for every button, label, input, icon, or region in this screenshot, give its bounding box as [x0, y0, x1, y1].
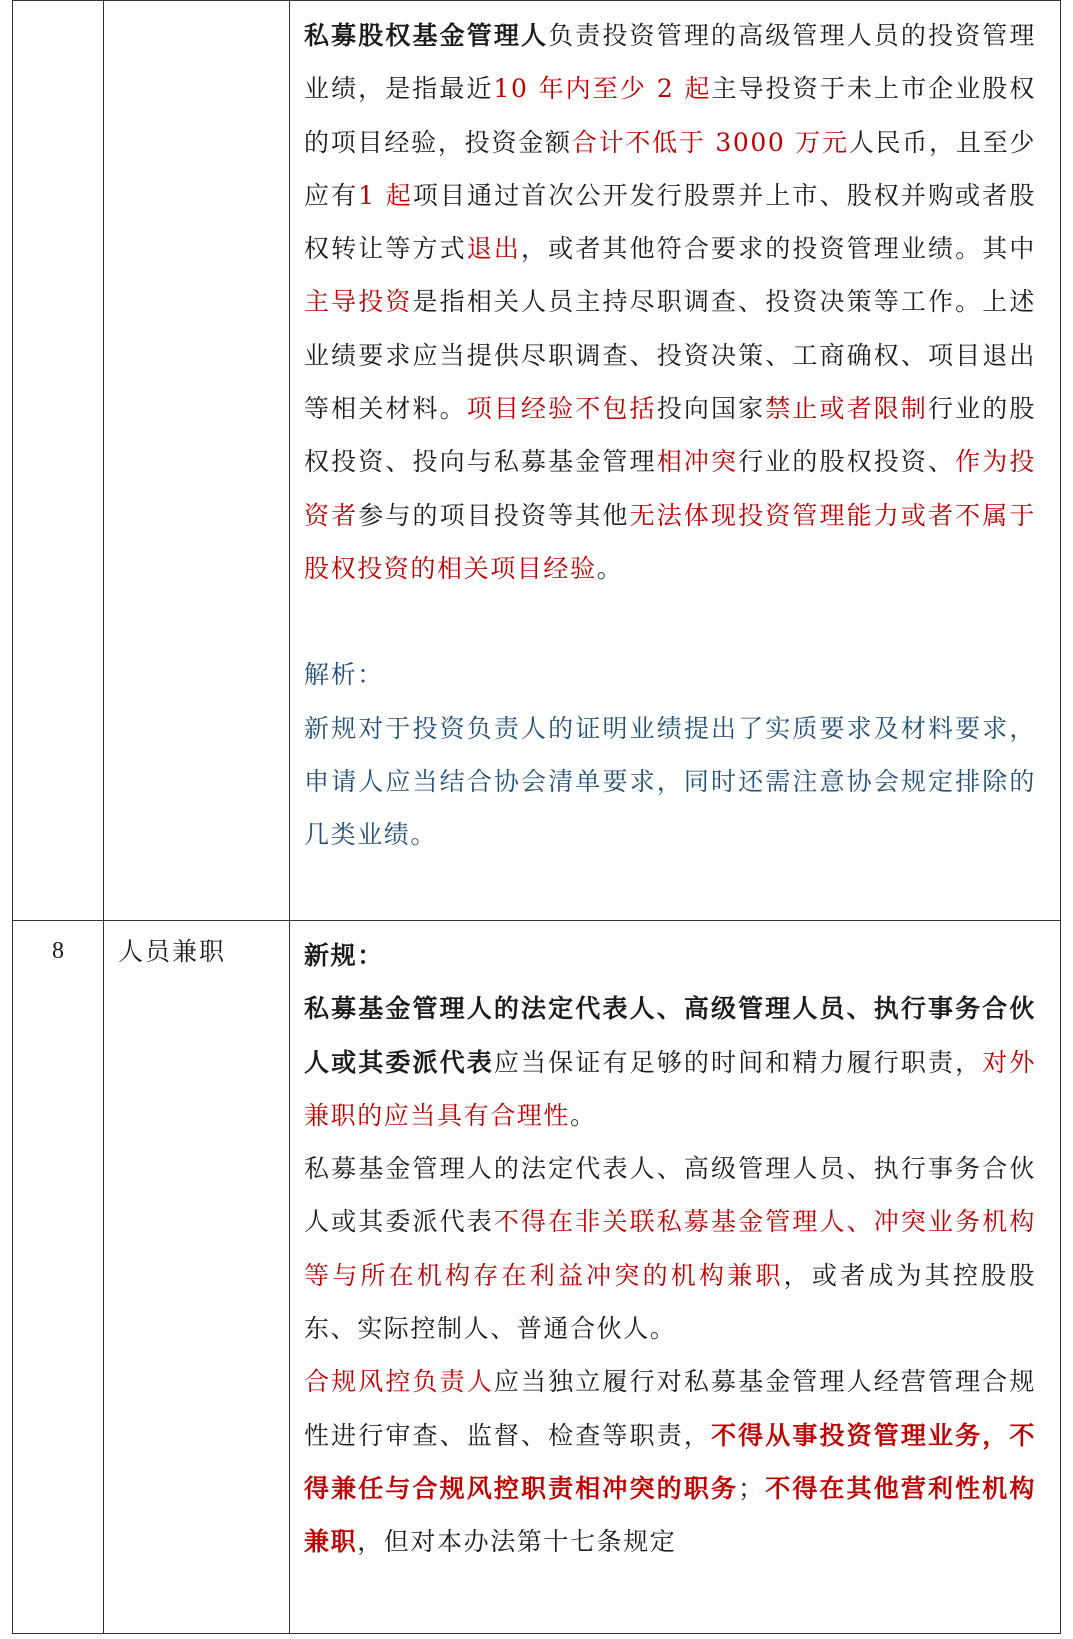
text-run: 是指相关人员主持尽职调查、投资决策等工作。上述业绩要求应当提供尽职调查、投资决策、工商确权、项目退出等相关材料。 — [304, 287, 1036, 424]
text-run: 对外兼职的应当具有合理性 — [304, 1047, 1036, 1130]
text-run: 作为投资者 — [304, 447, 1036, 530]
text-run: ，或者成为其控股股东、实际控制人、普通合伙人。 — [304, 1260, 1036, 1344]
text-run: 应当独立履行对私募基金管理人经营管理合规性进行审查、监督、检查等职责， — [304, 1367, 1036, 1450]
text-run: ； — [738, 1473, 765, 1503]
text-run: 项目通过首次公开发行股票并上市、股权并购或者股权转让等方式 — [304, 180, 1037, 264]
text-run: 不得从事投资管理业务，不得兼任与合规风控职责相冲突的职务 — [304, 1420, 1036, 1503]
text-run: 私募股权基金管理人 — [304, 21, 549, 50]
analysis-label: 解析： — [304, 660, 384, 690]
text-run: 不得在其他营利性机构兼职 — [304, 1473, 1036, 1557]
text-run: 1 起 — [358, 180, 413, 210]
text-run: 。 — [570, 1100, 597, 1130]
text-run: 主导投资于未上市企业股权的项目经验，投资金额 — [304, 74, 1036, 157]
text-run: 相冲突 — [656, 447, 739, 477]
text-run: 不得在非关联私募基金管理人、冲突业务机构等与所在机构存在利益冲突的机构兼职 — [304, 1207, 1036, 1290]
text-run: 项目经验不包括 — [466, 394, 657, 424]
text-run: 禁止或者限制 — [765, 394, 929, 424]
text-run: 私募基金管理人的法定代表人、高级管理人员、执行事务合伙人或其委派代表 — [304, 994, 1036, 1077]
paragraph-spacer — [304, 595, 1036, 648]
text-run: 参与的项目投资等其他 — [358, 500, 630, 530]
content-cell — [290, 1, 1061, 921]
row-number: 8 — [52, 938, 64, 964]
regulation-table — [12, 0, 1061, 1634]
content-cell — [290, 921, 1061, 1634]
text-run: 应当保证有足够的时间和精力履行职责， — [493, 1047, 983, 1077]
performance-requirement-paragraph — [304, 9, 1036, 595]
text-run: 行业的股权投资、投向与私募基金管理 — [304, 394, 1037, 477]
new-rule-label: 新规： — [304, 941, 384, 970]
text-run: 负责投资管理的高级管理人员的投资管理业绩，是指最近 — [304, 21, 1036, 104]
text-run: ，或者其他符合要求的投资管理业绩。其中 — [521, 234, 1036, 264]
text-run: 10 年内至少 2 起 — [493, 74, 712, 104]
number-cell — [13, 921, 104, 1634]
table-row — [13, 921, 1061, 1634]
text-run: 行业的股权投资、 — [738, 447, 956, 477]
text-run: ，但对本办法第十七条规定 — [357, 1527, 677, 1557]
part-time-paragraph-3 — [304, 1355, 1036, 1568]
text-run: 。 — [596, 553, 624, 583]
part-time-paragraph-2 — [304, 1142, 1036, 1355]
item-cell — [104, 921, 290, 1634]
text-run: 合计不低于 3000 万元 — [571, 127, 849, 157]
text-run: 投向国家 — [656, 394, 766, 424]
text-run: 合规风控负责人 — [304, 1367, 494, 1397]
text-run: 主导投资 — [304, 287, 413, 317]
number-cell — [13, 1, 104, 921]
analysis-text: 新规对于投资负责人的证明业绩提出了实质要求及材料要求，申请人应当结合协会清单要求，同时还需注意协会规定排除的几类业绩。 — [304, 713, 1036, 850]
item-cell — [104, 1, 290, 921]
text-run: 退出 — [466, 234, 522, 264]
part-time-paragraph-1 — [304, 982, 1036, 1142]
item-title: 人员兼职 — [118, 937, 227, 966]
text-run: 私募基金管理人的法定代表人、高级管理人员、执行事务合伙人或其委派代表 — [304, 1154, 1036, 1237]
text-run: 无法体现投资管理能力或者不属于股权投资的相关项目经验 — [304, 500, 1036, 583]
table-row — [13, 1, 1061, 921]
text-run: 人民币，且至少应有 — [304, 127, 1036, 210]
